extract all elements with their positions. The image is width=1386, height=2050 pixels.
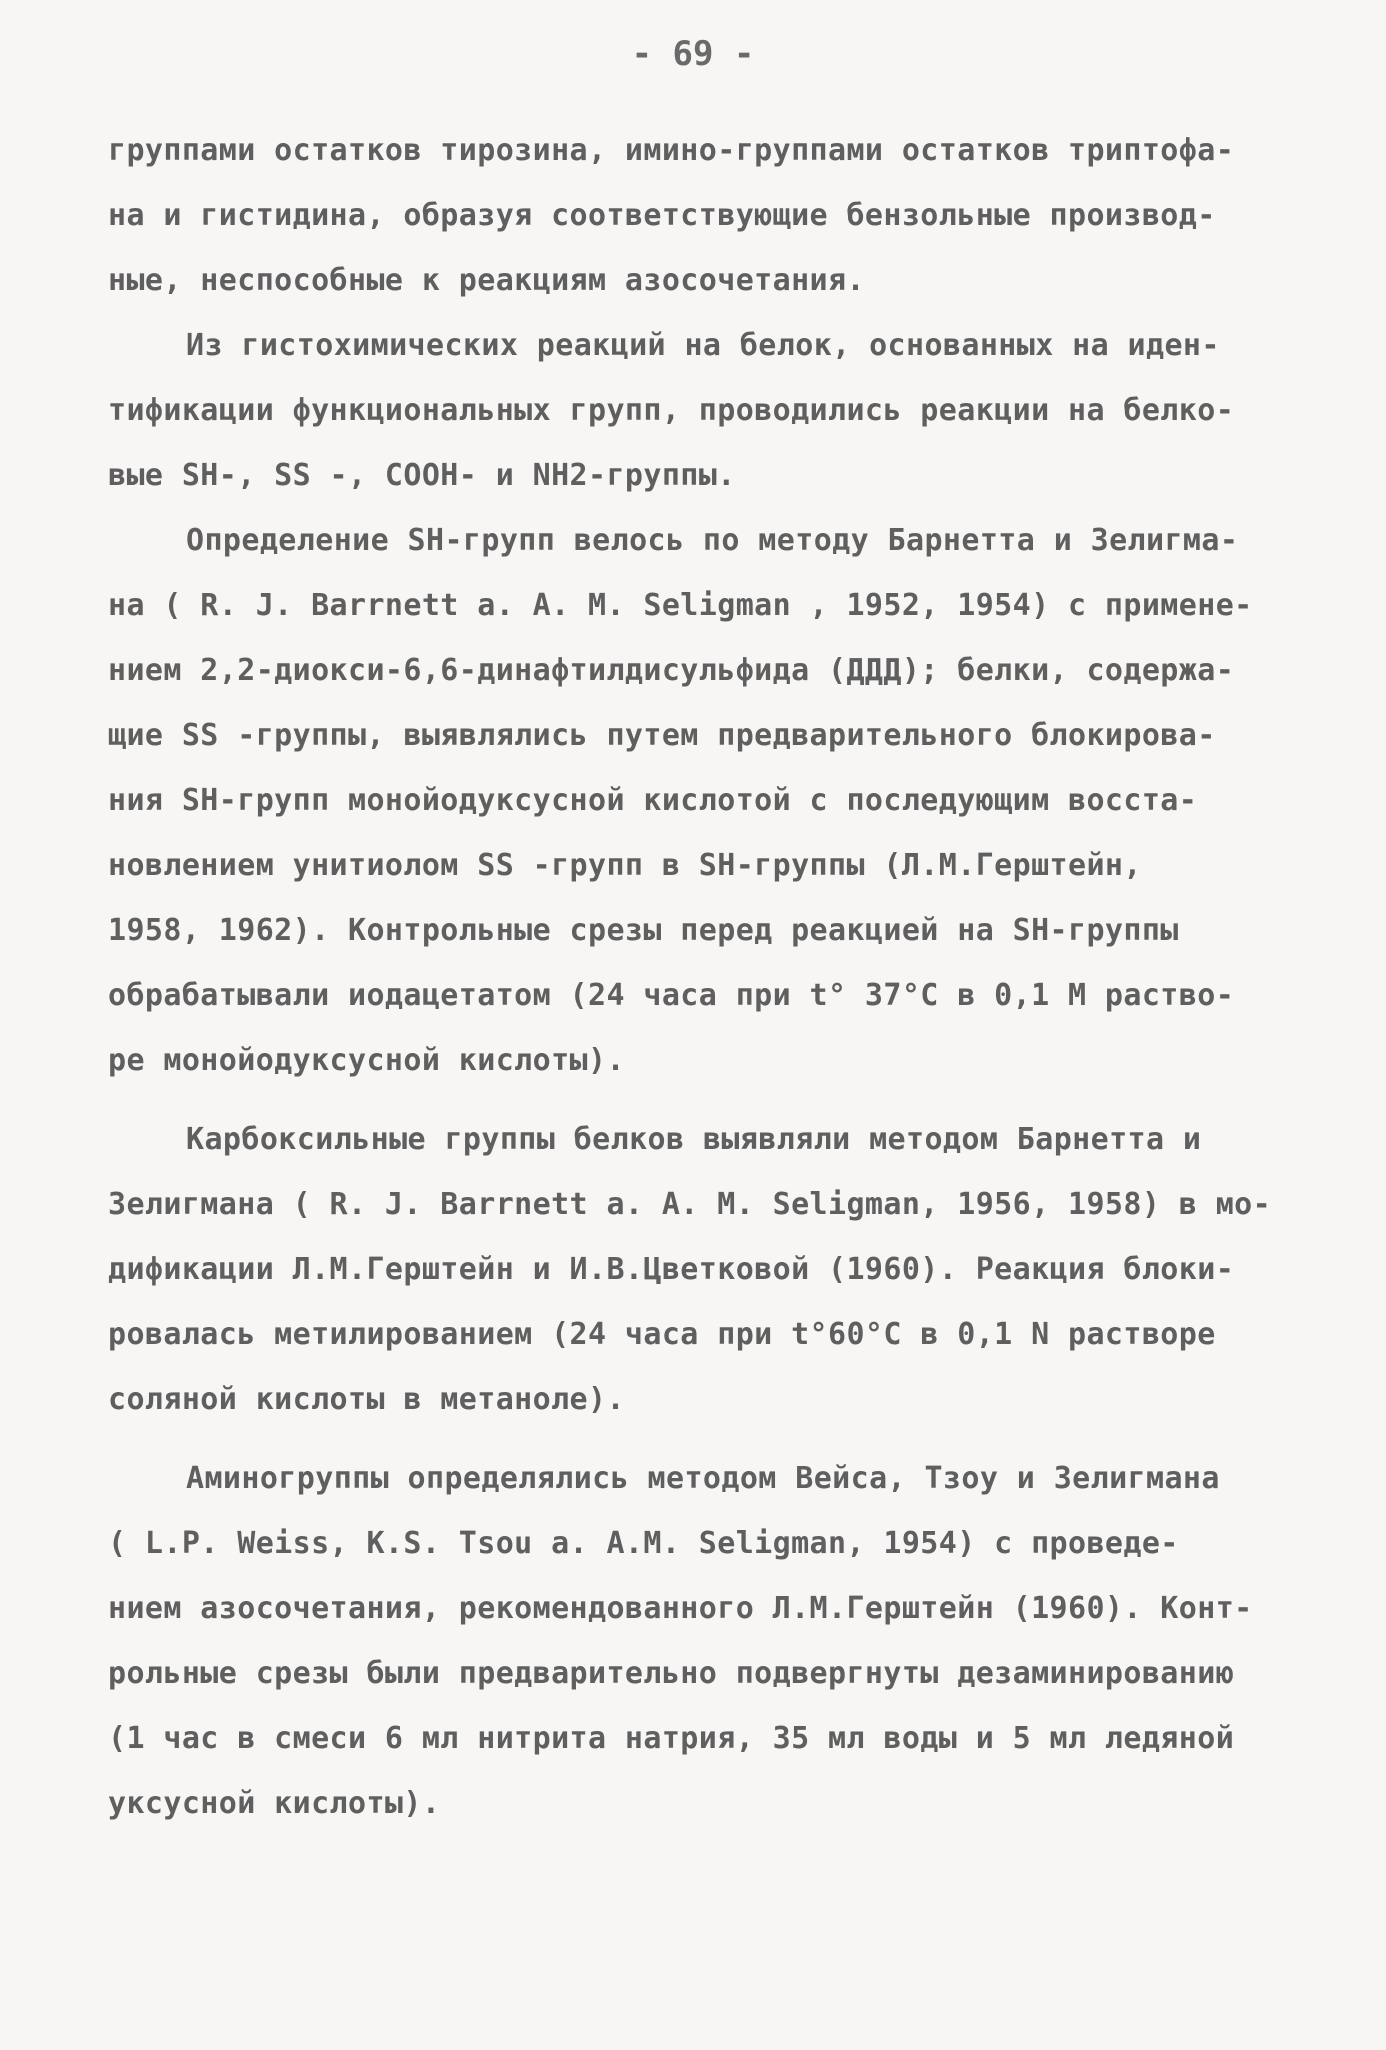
text-line: на и гистидина, образуя соответствующие бензольные производ- bbox=[108, 198, 1216, 233]
text-line: соляной кислоты в метаноле). bbox=[108, 1382, 625, 1417]
body-text bbox=[108, 118, 1278, 1836]
text-line: Из гистохимических реакций на белок, основанных на иден- bbox=[186, 328, 1220, 363]
text-line: ния SH-групп монойодуксусной кислотой с последующим восста- bbox=[108, 783, 1198, 818]
text-line: ные, неспособные к реакциям азосочетания. bbox=[108, 263, 865, 298]
text-line: группами остатков тирозина, имино-группами остатков триптофа- bbox=[108, 133, 1235, 168]
text-line: новлением унитиолом SS -групп в SH-группы (Л.М.Герштейн, bbox=[108, 848, 1142, 883]
text-line: вые SH-, SS -, COOH- и NH2-группы. bbox=[108, 458, 736, 493]
text-line: обрабатывали иодацетатом (24 часа при t° 37°С в 0,1 М раство- bbox=[108, 978, 1235, 1013]
text-line: 1958, 1962). Контрольные срезы перед реакцией на SH-группы bbox=[108, 913, 1179, 948]
text-line: на ( R. J. Barrnett a. A. M. Seligman , 1952, 1954) с примене- bbox=[108, 588, 1253, 623]
text-line: нием 2,2-диокси-6,6-динафтилдисульфида (ДДД); белки, содержа- bbox=[108, 653, 1235, 688]
text-line: Карбоксильные группы белков выявляли методом Барнетта и bbox=[186, 1122, 1202, 1157]
text-line: нием азосочетания, рекомендованного Л.М.Герштейн (1960). Конт- bbox=[108, 1591, 1253, 1626]
text-line: щие SS -группы, выявлялись путем предварительного блокирова- bbox=[108, 718, 1216, 753]
text-line: Определение SH-групп велось по методу Барнетта и Зелигма- bbox=[186, 523, 1239, 558]
text-line: ровалась метилированием (24 часа при t°60°С в 0,1 N растворе bbox=[108, 1317, 1216, 1352]
text-line: дификации Л.М.Герштейн и И.В.Цветковой (1960). Реакция блоки- bbox=[108, 1252, 1235, 1287]
text-line: ре монойодуксусной кислоты). bbox=[108, 1043, 625, 1078]
text-line: Зелигмана ( R. J. Barrnett a. A. M. Seligman, 1956, 1958) в мо- bbox=[108, 1187, 1272, 1222]
page-number: - 69 - bbox=[631, 34, 755, 74]
text-line: уксусной кислоты). bbox=[108, 1786, 441, 1821]
text-line: Аминогруппы определялись методом Вейса, Тзоу и Зелигмана bbox=[186, 1461, 1220, 1496]
text-line: рольные срезы были предварительно подвергнуты дезаминированию bbox=[108, 1656, 1235, 1691]
text-line: (1 час в смеси 6 мл нитрита натрия, 35 мл воды и 5 мл ледяной bbox=[108, 1721, 1235, 1756]
text-line: ( L.P. Weiss, K.S. Tsou a. A.M. Seligman, 1954) с проведе- bbox=[108, 1526, 1179, 1561]
text-line: тификации функциональных групп, проводились реакции на белко- bbox=[108, 393, 1235, 428]
